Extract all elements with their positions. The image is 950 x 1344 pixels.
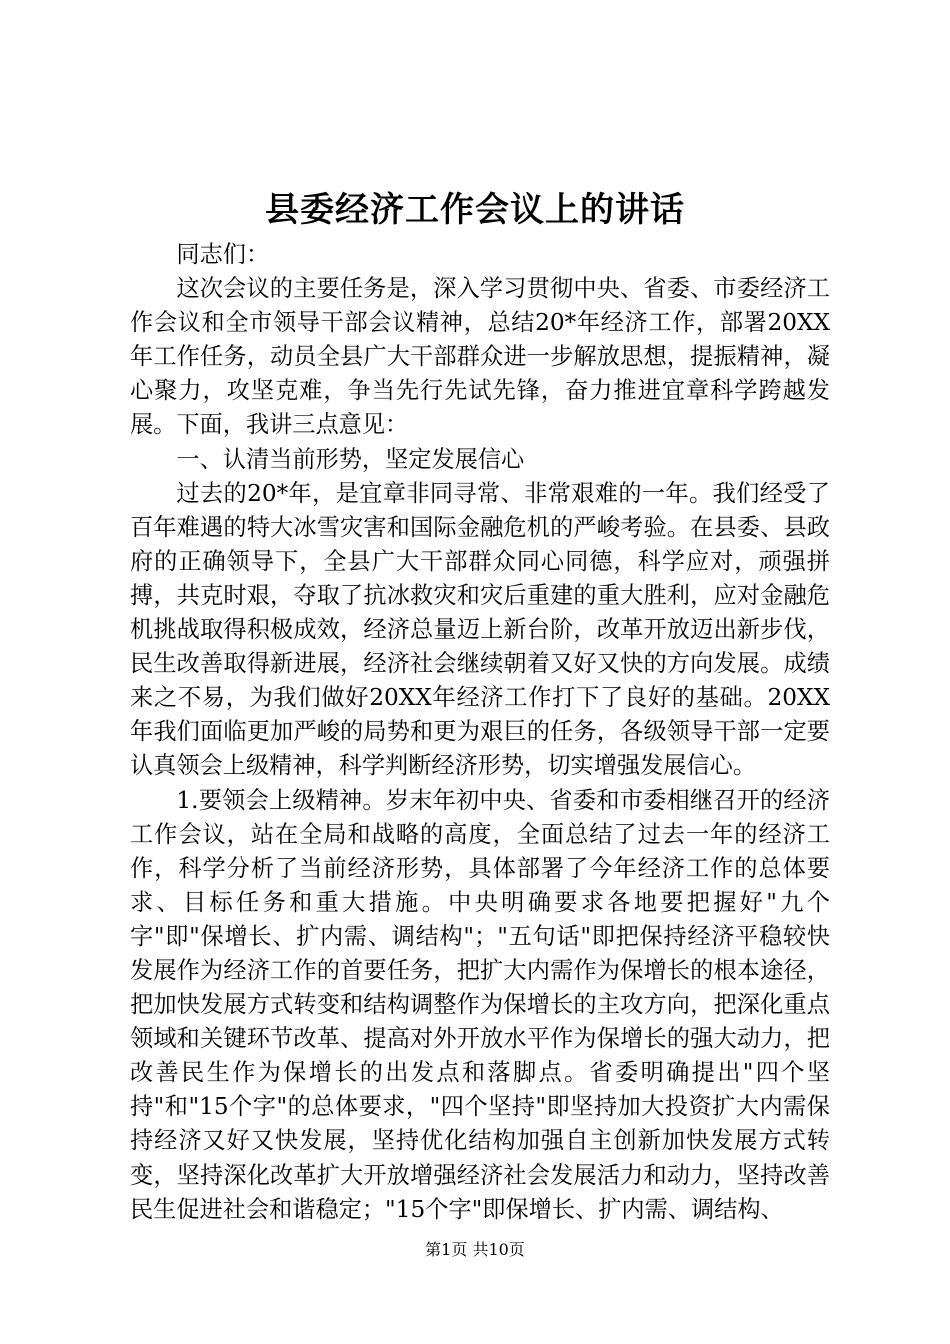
document-body bbox=[130, 238, 830, 1227]
intro-paragraph: 这次会议的主要任务是，深入学习贯彻中央、省委、市委经济工作会议和全市领导干部会议精神，总结20*年经济工作，部署20XX年工作任务，动员全县广大干部群众进一步解放思想，提振精神，凝心聚力，攻坚克难，争当先行先试先锋，奋力推进宜章科学跨越发展。下面，我讲三点意见： bbox=[130, 275, 830, 439]
body-paragraph: 1.要领会上级精神。岁末年初中央、省委和市委相继召开的经济工作会议，站在全局和战略的高度，全面总结了过去一年的经济工作，科学分析了当前经济形势，具体部署了今年经济工作的总体要求、目标任务和重大措施。中央明确要求各地要把握好"九个字"即"保增长、扩内需、调结构"；"五句话"即把保持经济平稳较快发展作为经济工作的首要任务，把扩大内需作为保增长的根本途径，把加快发展方式转变和结构调整作为保增长的主攻方向，把深化重点领域和关键环节改革、提高对外开放水平作为保增长的强大动力，把改善民生作为保增长的出发点和落脚点。省委明确提出"四个坚持"和"15个字"的总体要求，"四个坚持"即坚持加大投资扩大内需保持经济又好又快发展，坚持优化结构加强自主创新加快发展方式转变，坚持深化改革扩大开放增强经济社会发展活力和动力，坚持改善民生促进社会和谐稳定；"15个字"即保增长、扩内需、调结构、 bbox=[130, 786, 830, 1223]
document-title: 县委经济工作会议上的讲话 bbox=[265, 190, 685, 230]
body-paragraph: 过去的20*年，是宜章非同寻常、非常艰难的一年。我们经受了百年难遇的特大冰雪灾害和国际金融危机的严峻考验。在县委、县政府的正确领导下，全县广大干部群众同心同德，科学应对，顽强拼搏，共克时艰，夺取了抗冰救灾和灾后重建的重大胜利，应对金融危机挑战取得积极成效，经济总量迈上新台阶，改革开放迈出新步伐，民生改善取得新进展，经济社会继续朝着又好又快的方向发展。成绩来之不易，为我们做好20XX年经济工作打下了良好的基础。20XX年我们面临更加严峻的局势和更为艰巨的任务，各级领导干部一定要认真领会上级精神，科学判断经济形势，切实增强发展信心。 bbox=[130, 479, 830, 780]
section-heading: 一、认清当前形势，坚定发展信心 bbox=[176, 445, 525, 473]
page-footer: 第1页 共10页 bbox=[425, 1240, 525, 1259]
salutation-paragraph: 同志们： bbox=[176, 241, 270, 268]
